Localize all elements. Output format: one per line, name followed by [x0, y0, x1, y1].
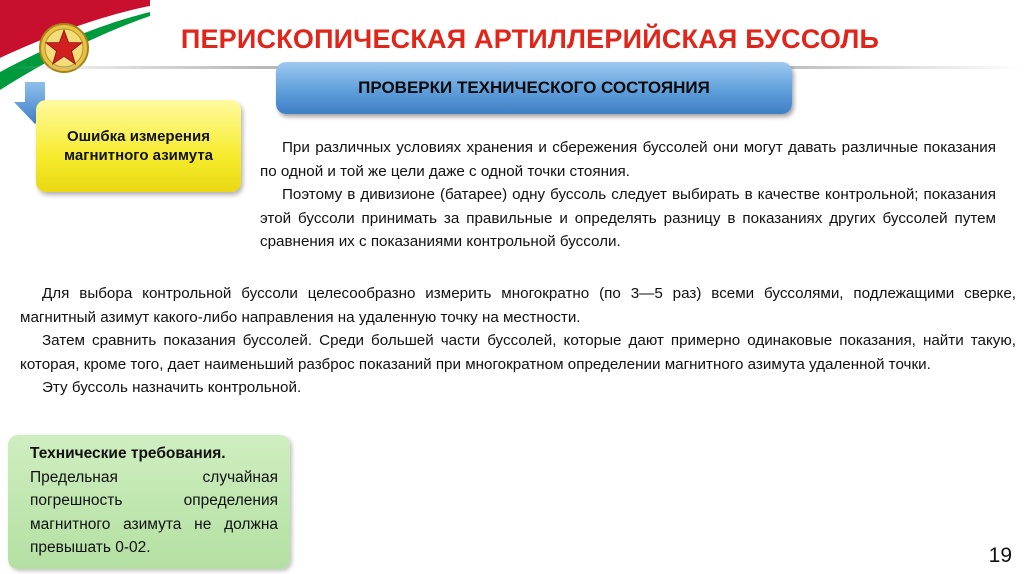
requirements-heading: Технические требования.: [30, 445, 226, 462]
paragraph-storage: [260, 136, 996, 254]
requirements-box: [8, 435, 290, 569]
paragraph-line: Поэтому в дивизионе (батарее) одну буссоль следует выбирать в качестве контрольной; показания этой буссоли принимать за правильные и определять разницу в показаниях других буссолей путем сравнения их с показаниями контрольной буссоли.: [260, 186, 996, 250]
requirements-text: Предельная случайная погрешность определения магнитного азимута не должна превышать 0-02.: [30, 468, 278, 556]
page-title: ПЕРИСКОПИЧЕСКАЯ АРТИЛЛЕРИЙСКАЯ БУССОЛЬ: [180, 24, 880, 54]
page-number: 19: [988, 544, 1012, 567]
paragraph-line: Затем сравнить показания буссолей. Среди большей части буссолей, которые дают примерно одинаковые показания, найти такую, которая, кроме того, дает наименьший разброс показаний при многократном определении магнитного азимута удаленной точки.: [20, 332, 1016, 373]
section-subtitle: ПРОВЕРКИ ТЕХНИЧЕСКОГО СОСТОЯНИЯ: [276, 62, 792, 114]
paragraph-line: Для выбора контрольной буссоли целесообразно измерить многократно (по 3—5 раз) всеми буссолями, подлежащими сверке, магнитный азимут какого-либо направления на удаленную точку на местности.: [20, 285, 1016, 326]
paragraph-line: При различных условиях хранения и сбережения буссолей они могут давать различные показания по одной и той же цели даже с одной точки стояния.: [260, 139, 996, 180]
topic-box: Ошибка измерения магнитного азимута: [36, 100, 241, 192]
paragraph-selection: [20, 282, 1016, 400]
paragraph-line: Эту буссоль назначить контрольной.: [42, 379, 302, 396]
